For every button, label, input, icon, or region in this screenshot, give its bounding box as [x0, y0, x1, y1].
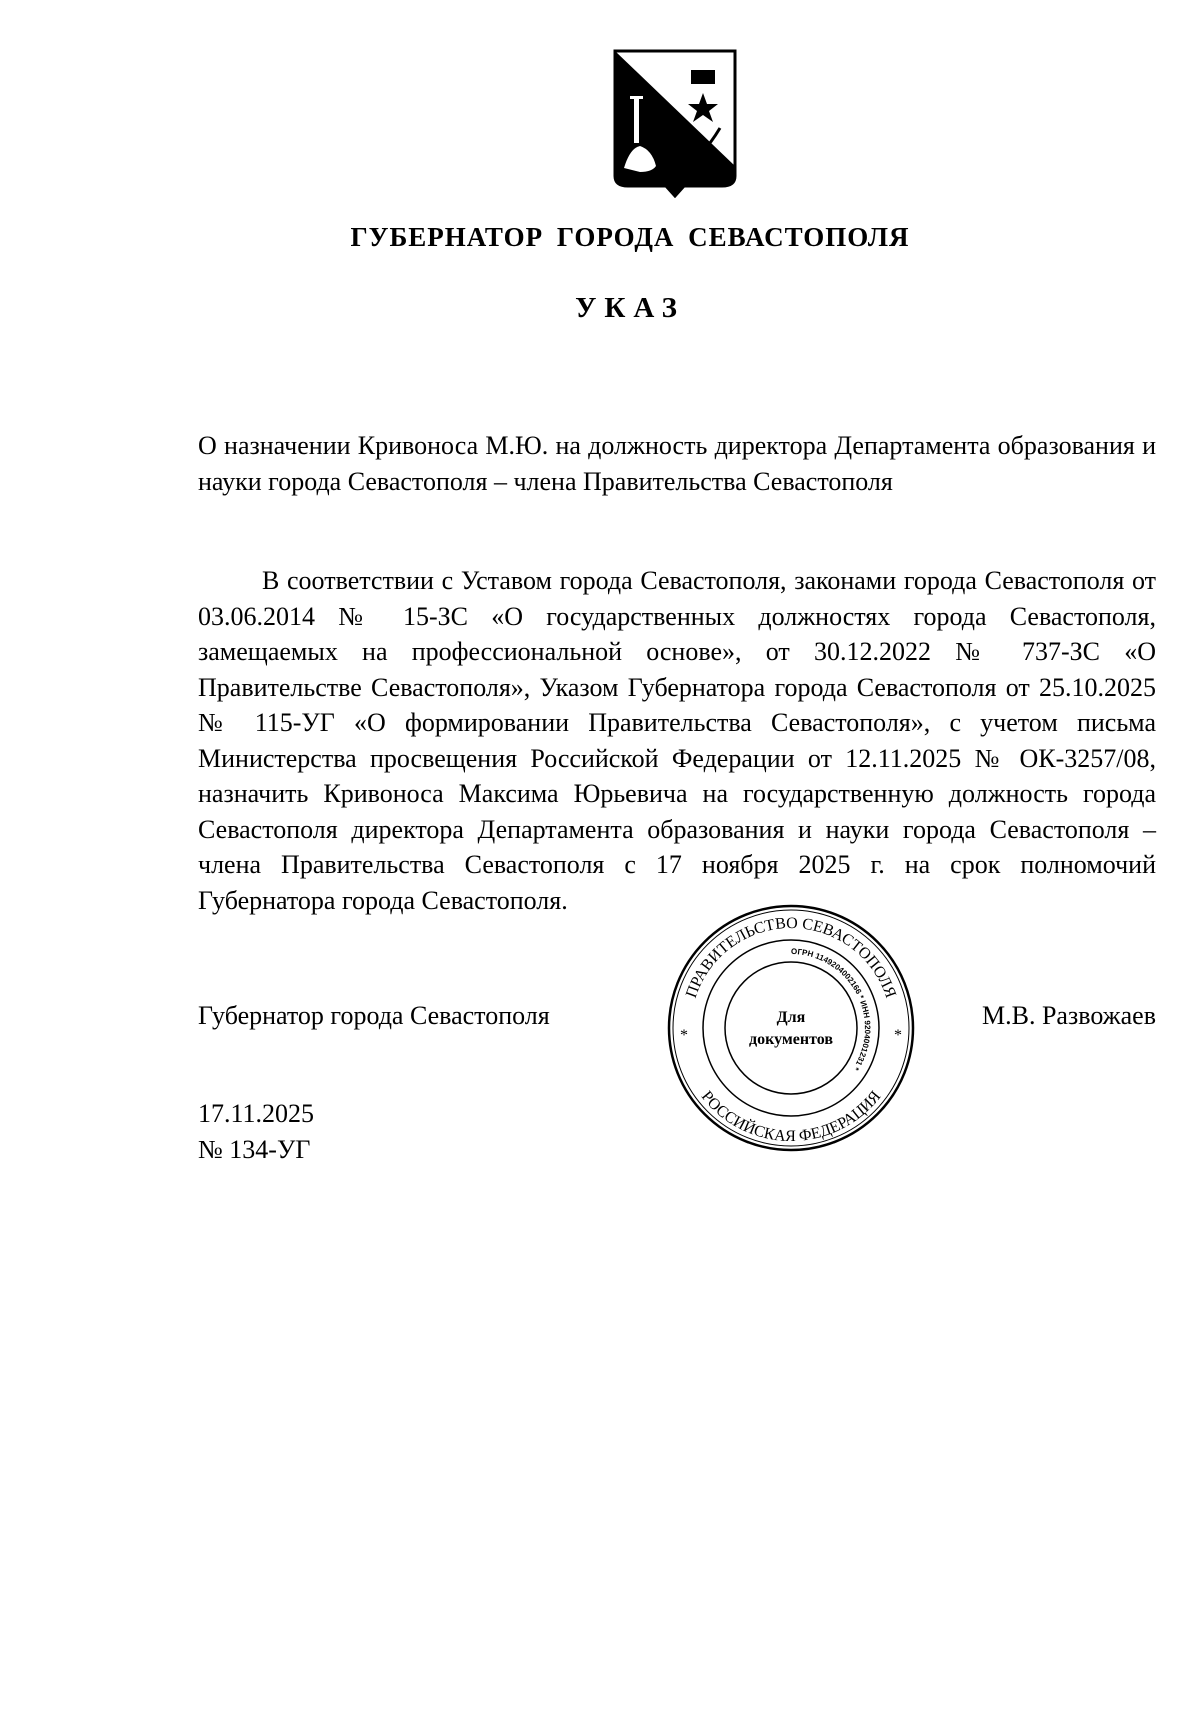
document-type: УКАЗ [575, 292, 685, 324]
document-date: 17.11.2025 [198, 1099, 315, 1128]
decree-subject: О назначении Кривоноса М.Ю. на должность директора Департамента образования и науки города Севастополя – члена Правительства Севастополя [198, 431, 1156, 496]
decree-body: В соответствии с Уставом города Севастополя, законами города Севастополя от 03.06.2014 № 15-ЗС «О государственных должностях города Севастополя, замещаемых на профессиональной основе», от 30.12.2022 № 737-ЗС «О Правительстве Севастополя», Указом Губернатора города Севастополя от 25.10.2025 № 115-УГ «О формировании Правительства Севастополя», с учетом письма Министерства просвещения Российской Федерации от 12.11.2025 № ОК-3257/08, назначить Кривоноса Максима Юрьевича на государственную должность города Севастополя директора Департамента образования и науки города Севастополя – члена Правительства Севастополя с 17 ноября 2025 г. на срок полномочий Губернатора города Севастополя. [198, 566, 1156, 915]
signatory-name: М.В. Развожаев [981, 1001, 1156, 1030]
stamp-center-line1: Для [776, 1009, 806, 1026]
stamp-inner-ring: ОГРН 1149204002166 * ИНН 9204001231 * [790, 946, 872, 1072]
stamp-outer-bottom: РОССИЙСКАЯ ФЕДЕРАЦИЯ [697, 1087, 885, 1146]
stamp-center-line2: документов [749, 1031, 833, 1048]
official-stamp [666, 903, 916, 1153]
issuing-authority: ГУБЕРНАТОР ГОРОДА СЕВАСТОПОЛЯ [350, 222, 910, 252]
stamp-star-right: * [894, 1027, 902, 1044]
signatory-role: Губернатор города Севастополя [198, 1001, 550, 1030]
document-number: № 134-УГ [198, 1135, 311, 1164]
stamp-outer-top: ПРАВИТЕЛЬСТВО СЕВАСТОПОЛЯ [682, 914, 900, 1001]
svg-text:ПРАВИТЕЛЬСТВО СЕВАСТОПОЛЯ [683, 915, 899, 1001]
decree-content [198, 428, 1156, 1168]
coat-of-arms-emblem [612, 48, 738, 198]
document-date-number [198, 1096, 458, 1168]
stamp-star-left: * [680, 1027, 688, 1044]
